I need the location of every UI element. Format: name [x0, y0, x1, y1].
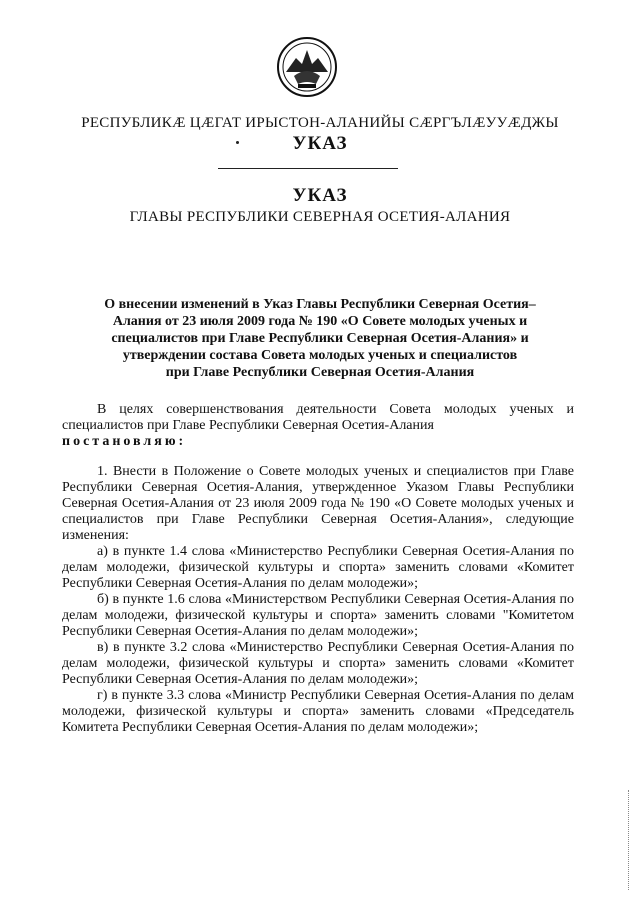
republic-name-ossetian: РЕСПУБЛИКӔ ЦӔГАТ ИРЫСТОН-АЛАНИЙЫ СӔРГЪЛӔУУӔДЖЫ — [81, 115, 559, 131]
title-line: специалистов при Главе Республики Северная Осетия-Алания» и — [111, 331, 529, 346]
item-a: а) в пункте 1.4 слова «Министерство Республики Северная Осетия-Алания по делам молодежи, физической культуры и спорта» заменить словами «Комитет Республики Северная Осетия-Алания по делам молодежи»; — [62, 544, 574, 591]
preamble-text: В целях совершенствования деятельности Совета молодых ученых и специалистов при Главе Республики Северная Осетия-Алания — [62, 402, 574, 433]
item-1: 1. Внести в Положение о Совете молодых ученых и специалистов при Главе Республики Северная Осетия-Алания, утвержденное Указом Главы Республики Северная Осетия-Алания от 23 июля 2009 года № 190 «О Совете молодых ученых и специалистов при Главе Республики Северная Осетия-Алания», следующие изменения: — [62, 464, 574, 543]
item-g: г) в пункте 3.3 слова «Министр Республики Северная Осетия-Алания по делам молодежи, физической культуры и спорта» заменить словами «Председатель Комитета Республики Северная Осетия-Алания по делам молодежи»; — [62, 688, 574, 735]
decree-word: постановляю: — [62, 434, 187, 449]
title-line: Алания от 23 июля 2009 года № 190 «О Совете молодых ученых и — [112, 314, 528, 329]
coat-of-arms-icon — [276, 36, 338, 98]
title-line: О внесении изменений в Указ Главы Республики Северная Осетия– — [104, 297, 536, 312]
item-b: б) в пункте 1.6 слова «Министерством Республики Северная Осетия-Алания по делам молодежи, физической культуры и спорта» заменить словами "Комитетом Республики Северная Осетия-Алания по делам молодежи»; — [62, 592, 574, 639]
head-of-republic-title: ГЛАВЫ РЕСПУБЛИКИ СЕВЕРНАЯ ОСЕТИЯ-АЛАНИЯ — [129, 209, 511, 225]
header-divider — [218, 168, 398, 169]
document-body — [62, 402, 574, 736]
preamble-paragraph — [62, 402, 574, 434]
ukaz-ossetian: УКАЗ — [292, 133, 348, 154]
item-v: в) в пункте 3.2 слова «Министерство Республики Северная Осетия-Алания по делам молодежи, физической культуры и спорта» заменить словами «Комитет Республики Северная Осетия-Алания по делам молодежи»; — [62, 640, 574, 687]
document-title — [70, 296, 570, 381]
ukaz-russian: УКАЗ — [292, 185, 348, 206]
title-line: при Главе Республики Северная Осетия-Алания — [165, 365, 475, 380]
margin-marks — [628, 790, 631, 890]
title-line: утверждении состава Совета молодых ученых и специалистов — [122, 348, 518, 363]
